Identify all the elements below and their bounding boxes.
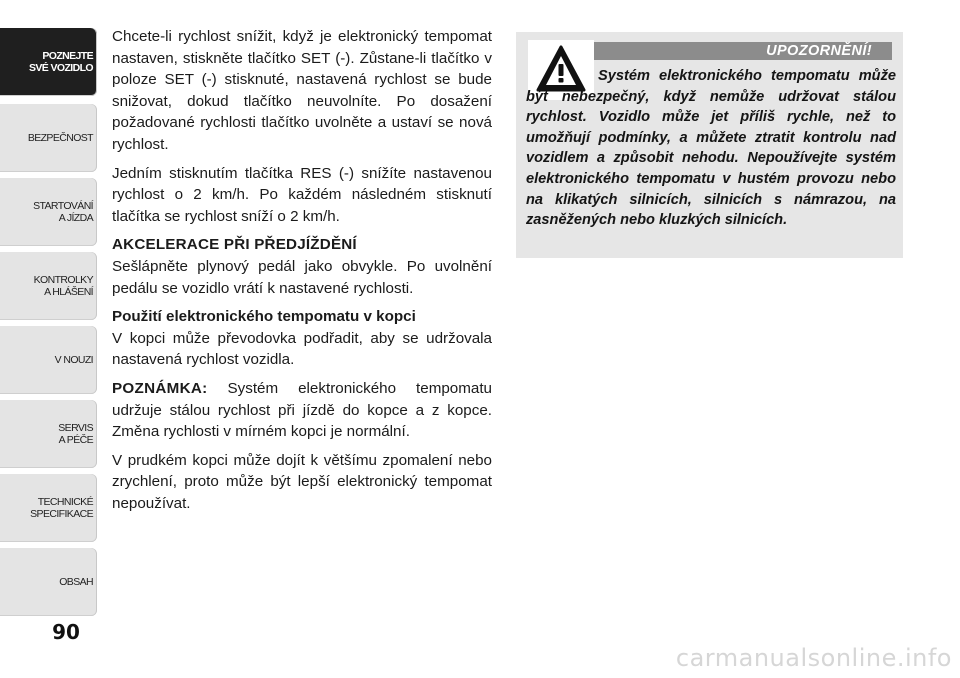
paragraph: Sešlápněte plynový pedál jako obvykle. Po uvolnění pedálu se vozidlo vrátí k nastavené rychlosti. [112, 257, 492, 297]
tab-startovani-a-jizda[interactable] [0, 178, 97, 246]
tab-label: KONTROLKY [33, 274, 93, 286]
main-text-column [112, 26, 492, 521]
tab-label: POZNEJTE [42, 50, 93, 62]
watermark: carmanualsonline.info [675, 644, 952, 672]
tab-label: SVÉ VOZIDLO [29, 62, 93, 74]
tab-label: SERVIS [58, 422, 93, 434]
tab-servis-a-pece[interactable] [0, 400, 97, 468]
tab-label: A JÍZDA [58, 212, 93, 224]
note-label: POZNÁMKA: [112, 379, 208, 397]
tab-v-nouzi[interactable] [0, 326, 97, 394]
paragraph: Jedním stisknutím tlačítka RES (-) snížíte nastavenou rychlost o 2 km/h. Po každém následném stisknutí tlačítka se rychlost sníží o 2 km/h. [112, 164, 492, 225]
warning-box [516, 32, 903, 258]
section-heading: AKCELERACE PŘI PŘEDJÍŽDĚNÍ [112, 236, 357, 254]
tab-poznejte-sve-vozidlo[interactable] [0, 28, 97, 96]
paragraph: Chcete-li rychlost snížit, když je elektronický tempomat nastaven, stiskněte tlačítko SET (-). Zůstane-li tlačítko v poloze SET (-) stisknuté, nastavená rychlost se bude snižovat, dokud tlačítko neuvolníte. Po dosažení požadované rychlosti tlačítko uvolněte a ustaví se nová rychlost. [112, 28, 492, 153]
warning-title: UPOZORNĚNÍ! [594, 42, 892, 60]
note-text: Systém elektronického tempomatu udržuje stálou rychlost při jízdě do kopce a z kopce. Změna rychlosti v mírném kopci je normální. [112, 379, 492, 441]
tab-bezpecnost[interactable] [0, 104, 97, 172]
note-paragraph [112, 378, 492, 443]
tab-label: SPECIFIKACE [30, 508, 93, 520]
tab-label: OBSAH [59, 576, 93, 588]
tab-kontrolky-a-hlaseni[interactable] [0, 252, 97, 320]
subsection-heading: Použití elektronického tempomatu v kopci [112, 308, 416, 326]
tab-obsah[interactable] [0, 548, 97, 616]
tab-label: BEZPEČNOST [27, 132, 93, 144]
paragraph: V kopci může převodovka podřadit, aby se udržovala nastavená rychlost vozidla. [112, 329, 492, 369]
tab-label: A HLÁŠENÍ [44, 286, 93, 298]
tab-label: TECHNICKÉ [37, 496, 93, 508]
warning-text: Systém elektronického tempomatu může být nebezpečný, když nemůže udržovat stálou rychlost. Vozidlo může jet příliš rychle, než to umožňují podmínky, a můžete ztratit kontrolu nad vozidlem a způsobit nehodu. Nepoužívejte systém elektronického tempomatu v hustém provozu nebo na klikatých silnicích, silnicích s námrazou, na zasněžených nebo kluzkých silnicích. [526, 68, 896, 229]
page-number: 90 [52, 620, 80, 644]
tab-label: STARTOVÁNÍ [33, 200, 93, 212]
tab-label: A PÉČE [58, 434, 93, 446]
paragraph: V prudkém kopci může dojít k většímu zpomalení nebo zrychlení, proto může být lepší elektronický tempomat nepoužívat. [112, 451, 492, 512]
tab-label: V NOUZI [54, 354, 93, 366]
tab-technicke-specifikace[interactable] [0, 474, 97, 542]
